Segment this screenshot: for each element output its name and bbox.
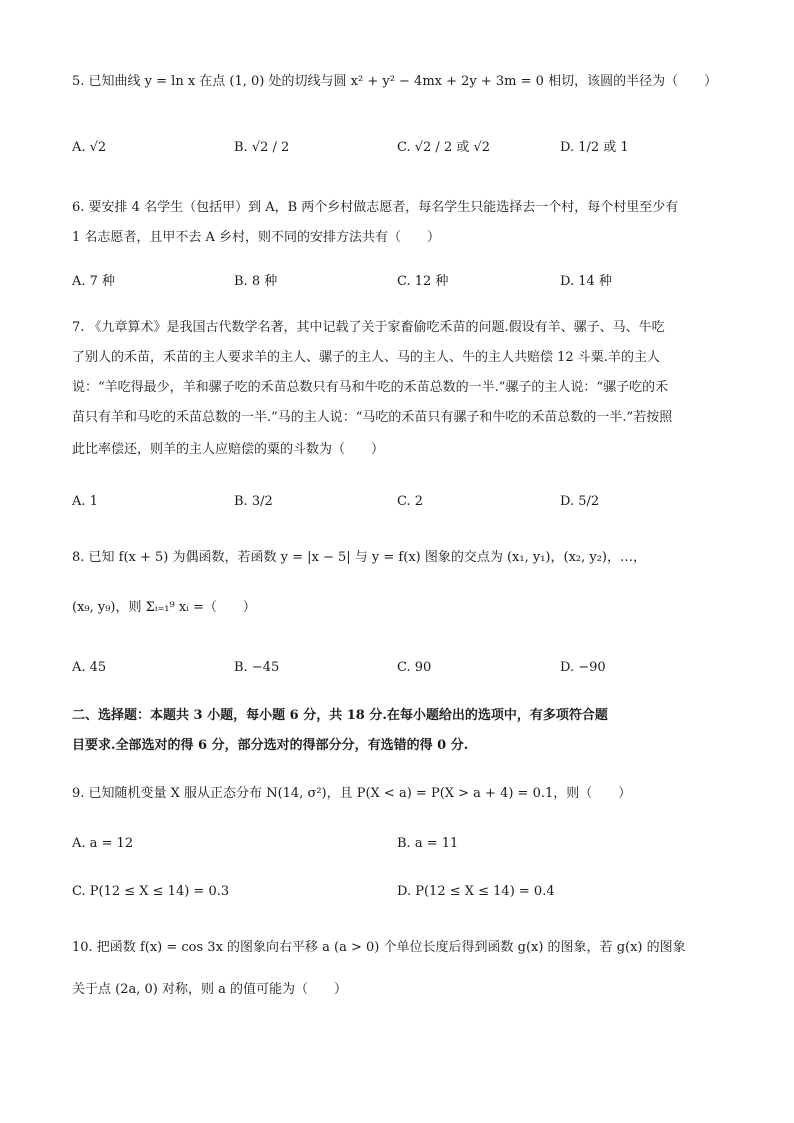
section-heading-line-2: 目要求.全部选对的得 6 分，部分选对的得部分分，有选错的得 0 分. bbox=[72, 738, 469, 753]
question-5-stem: 5. 已知曲线 y = ln x 在点 (1, 0) 处的切线与圆 x² + y² − 4mx + 2y + 3m = 0 相切，该圆的半径为（ ） bbox=[72, 74, 718, 89]
question-7-stem-line-1: 7. 《九章算术》是我国古代数学名著，其中记载了关于家畜偷吃禾苗的问题.假设有羊、骡子、马、牛吃 bbox=[72, 320, 665, 335]
question-8-stem-line-2: (x₉, y₉)，则 Σᵢ₌₁⁹ xᵢ =（ ） bbox=[72, 600, 256, 615]
question-6-option-a: A. 7 种 bbox=[72, 274, 116, 289]
question-7-option-d: D. 5/2 bbox=[560, 494, 600, 509]
question-8-stem-line-1: 8. 已知 f(x + 5) 为偶函数，若函数 y = |x − 5| 与 y = f(x) 图象的交点为 (x₁, y₁)，(x₂, y₂)，…， bbox=[72, 550, 646, 565]
question-7-stem-line-2: 了别人的禾苗，禾苗的主人要求羊的主人、骡子的主人、马的主人、牛的主人共赔偿 12 斗粟.羊的主人 bbox=[72, 350, 660, 365]
question-7-option-c: C. 2 bbox=[397, 494, 424, 509]
question-10-stem-line-1: 10. 把函数 f(x) = cos 3x 的图象向右平移 a (a > 0) 个单位长度后得到函数 g(x) 的图象，若 g(x) 的图象 bbox=[72, 940, 686, 955]
question-6-option-d: D. 14 种 bbox=[560, 274, 612, 289]
question-8-option-d: D. −90 bbox=[560, 660, 606, 675]
question-8-option-a: A. 45 bbox=[72, 660, 107, 675]
question-8-option-c: C. 90 bbox=[397, 660, 432, 675]
question-5-option-d: D. 1/2 或 1 bbox=[560, 140, 629, 155]
question-7-stem-line-5: 此比率偿还，则羊的主人应赔偿的粟的斗数为（ ） bbox=[72, 442, 385, 457]
question-7-option-a: A. 1 bbox=[72, 494, 98, 509]
question-6-option-b: B. 8 种 bbox=[234, 274, 278, 289]
question-7-stem-line-4: 苗只有羊和马吃的禾苗总数的一半.”马的主人说：“马吃的禾苗只有骡子和牛吃的禾苗总数的一半.”若按照 bbox=[72, 410, 673, 425]
question-9-option-c: C. P(12 ≤ X ≤ 14) = 0.3 bbox=[72, 884, 230, 899]
section-heading-line-1: 二、选择题：本题共 3 小题，每小题 6 分，共 18 分.在每小题给出的选项中，有多项符合题 bbox=[72, 708, 608, 723]
question-10-stem-line-2: 关于点 (2a, 0) 对称，则 a 的值可能为（ ） bbox=[72, 982, 347, 997]
question-5-option-c: C. √2 / 2 或 √2 bbox=[397, 140, 491, 155]
question-5-option-a: A. √2 bbox=[72, 140, 107, 155]
question-7-stem-line-3: 说：“羊吃得最少，羊和骡子吃的禾苗总数只有马和牛吃的禾苗总数的一半.”骡子的主人说：“骡子吃的禾 bbox=[72, 380, 669, 395]
question-9-option-a: A. a = 12 bbox=[72, 836, 134, 851]
question-5-option-b: B. √2 / 2 bbox=[234, 140, 290, 155]
question-9-option-b: B. a = 11 bbox=[397, 836, 459, 851]
question-8-option-b: B. −45 bbox=[234, 660, 280, 675]
question-9-option-d: D. P(12 ≤ X ≤ 14) = 0.4 bbox=[397, 884, 555, 899]
question-9-stem: 9. 已知随机变量 X 服从正态分布 N(14, σ²)，且 P(X < a) = P(X > a + 4) = 0.1，则（ ） bbox=[72, 786, 632, 801]
question-6-stem-line-2: 1 名志愿者，且甲不去 A 乡村，则不同的安排方法共有（ ） bbox=[72, 230, 441, 245]
question-6-stem-line-1: 6. 要安排 4 名学生（包括甲）到 A，B 两个乡村做志愿者，每名学生只能选择去一个村，每个村里至少有 bbox=[72, 200, 679, 215]
question-7-option-b: B. 3/2 bbox=[234, 494, 273, 509]
question-6-option-c: C. 12 种 bbox=[397, 274, 449, 289]
